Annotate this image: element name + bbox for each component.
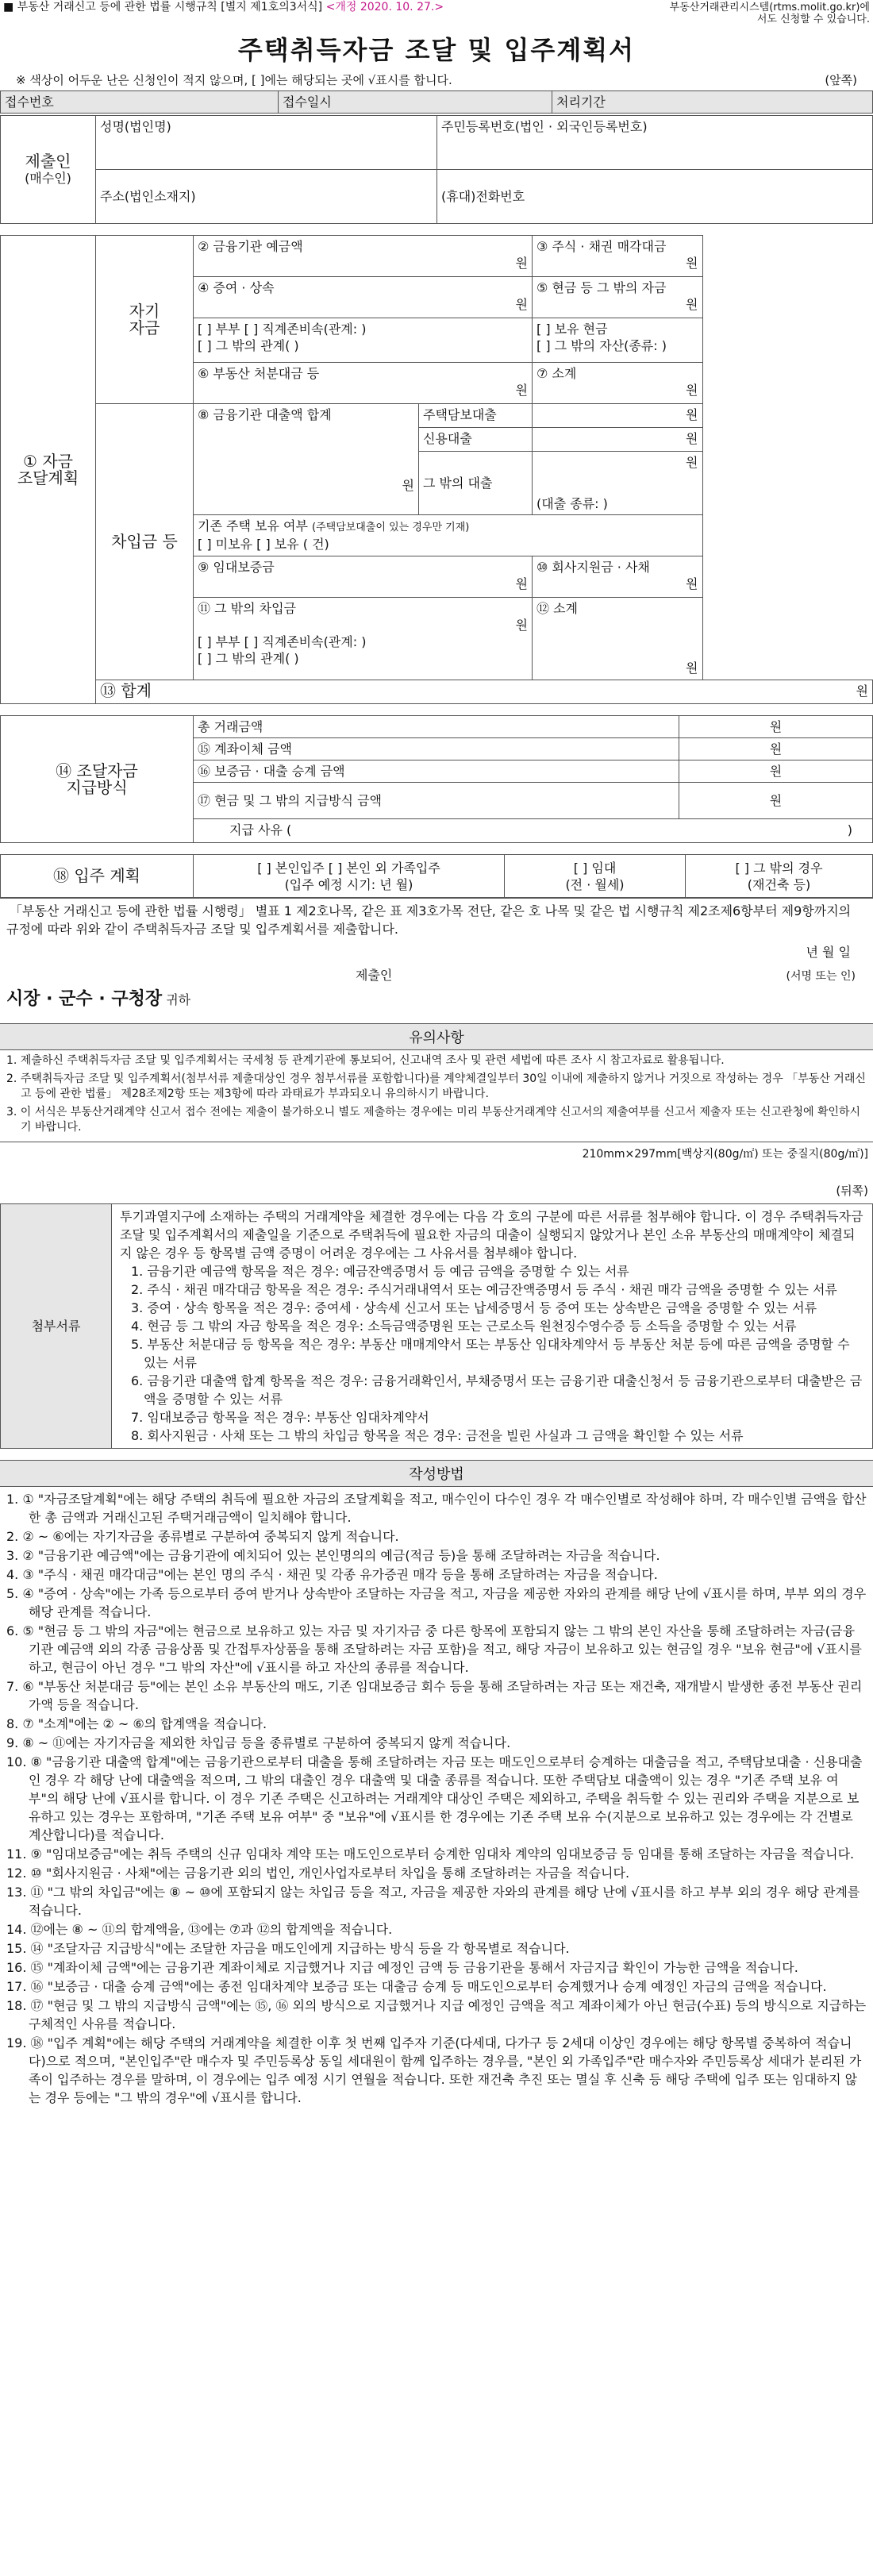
cash-type-option-1[interactable]: [ ] 보유 현금 xyxy=(536,322,608,337)
move-in-lease-sub: (전 · 월세) xyxy=(565,876,625,892)
cash-payment-field[interactable] xyxy=(679,783,873,819)
mortgage-label: 주택담보대출 xyxy=(423,407,497,422)
method-item: 11. ⑨ "임대보증금"에는 취득 주택의 신규 임대차 계약 또는 매도인으로부터 승계한 임대차 계약의 임대보증금 등 임대를 통해 조달하는 자금을 적습니다. xyxy=(6,1846,855,1862)
won-unit: 원 xyxy=(769,793,783,808)
recipient-title: 시장 · 군수 · 구청장 xyxy=(6,989,163,1009)
declaration-submitter-label: 제출인 xyxy=(356,968,393,983)
assumed-amount-label: ⑯ 보증금 · 대출 승계 금액 xyxy=(198,764,345,779)
cash-payment-label: ⑰ 현금 및 그 밖의 지급방식 금액 xyxy=(198,793,382,808)
won-unit: 원 xyxy=(686,576,698,591)
method-item: 14. ⑫에는 ⑧ ~ ⑪의 합계액을, ⑬에는 ⑦과 ⑫의 합계액을 적습니다. xyxy=(6,1922,393,1937)
attachment-item: 8. 회사지원금 · 사채 또는 그 밖의 차입금 항목을 적은 경우: 금전을 빌린 사실과 그 금액을 확인할 수 있는 서류 xyxy=(131,1428,744,1443)
other-borrowing-field[interactable] xyxy=(194,598,533,680)
name-label: 성명(법인명) xyxy=(100,119,171,134)
declaration-date[interactable]: 년 월 일 xyxy=(806,945,851,960)
move-in-other-sub: (재건축 등) xyxy=(747,876,811,892)
other-loan-amount-field[interactable] xyxy=(533,452,703,493)
attachments-body xyxy=(112,1204,873,1449)
transfer-amount-label: ⑮ 계좌이체 금액 xyxy=(198,741,292,757)
id-number-field[interactable] xyxy=(437,116,873,170)
id-number-label: 주민등록번호(법인 · 외국인등록번호) xyxy=(441,119,648,134)
lease-deposit-field[interactable] xyxy=(194,556,533,598)
total-price-field[interactable] xyxy=(679,716,873,738)
assumed-amount-label-cell xyxy=(194,760,679,783)
caution-list xyxy=(0,1050,873,1142)
won-unit: 원 xyxy=(856,683,868,699)
mortgage-label-cell xyxy=(419,404,533,428)
total-price-label: 총 거래금액 xyxy=(198,719,263,734)
processing-period-field xyxy=(552,91,873,114)
assumed-amount-field[interactable] xyxy=(679,760,873,783)
gift-relation-option-1[interactable]: [ ] 부부 [ ] 직계존비속(관계: ) xyxy=(198,322,367,337)
method-item: 7. ⑥ "부동산 처분대금 등"에는 본인 소유 부동산의 매도, 기존 임대보증금 회수 등을 통해 조달하려는 자금 또는 재건축, 재개발시 발생한 종전 부동산 권리가액 등을 적습니다. xyxy=(6,1679,863,1712)
deposit-field[interactable] xyxy=(194,236,533,277)
move-in-lease-option[interactable] xyxy=(505,855,686,898)
attachment-item: 6. 금융기관 대출액 합계 항목을 적은 경우: 금융거래확인서, 부채증명서 또는 금융기관 대출신청서 등 금융기관으로부터 대출받은 금액을 증명할 수 있는 서류 xyxy=(131,1373,863,1407)
gift-relation-checkboxes[interactable] xyxy=(194,318,533,363)
existing-house-label: 기존 주택 보유 여부 xyxy=(198,518,308,533)
method-item: 12. ⑩ "회사지원금 · 사채"에는 금융기관 외의 법인, 개인사업자로부터 차입을 통해 조달하려는 자금을 적습니다. xyxy=(6,1866,630,1881)
cash-other-label: ⑤ 현금 등 그 밖의 자금 xyxy=(536,280,667,295)
funding-plan-table xyxy=(0,235,873,704)
method-title: 작성방법 xyxy=(0,1460,873,1487)
attachment-item: 5. 부동산 처분대금 등 항목을 적은 경우: 부동산 매매계약서 또는 부동산 임대차계약서 등 부동산 처분 등에 따른 금액을 증명할 수 있는 서류 xyxy=(131,1337,850,1370)
won-unit: 원 xyxy=(515,383,528,398)
existing-house-note: (주택담보대출이 있는 경우만 기재) xyxy=(312,522,470,533)
law-reference: ■ 부동산 거래신고 등에 관한 법률 시행규칙 [별지 제1호의3서식] xyxy=(3,1,323,13)
company-support-label: ⑩ 회사지원금 · 사채 xyxy=(536,560,650,575)
won-unit: 원 xyxy=(402,478,414,493)
payment-method-label-line1: ⑭ 조달자금 xyxy=(56,760,138,780)
stock-sale-field[interactable] xyxy=(533,236,703,277)
receipt-date-field xyxy=(279,91,552,114)
attachment-item: 4. 현금 등 그 밖의 자금 항목을 적은 경우: 소득금액증명원 또는 근로소득 원천징수영수증 등 소득을 증명할 수 있는 서류 xyxy=(131,1319,797,1334)
method-item: 5. ④ "증여 · 상속"에는 가족 등으로부터 증여 받거나 상속받아 조달하는 자금을 적고, 자금을 제공한 자와의 관계를 해당 난에 √표시를 하며, 부부 외의 경우 해당 관계를 적습니다. xyxy=(6,1586,867,1619)
method-item: 13. ⑪ "그 밖의 차입금"에는 ⑧ ~ ⑩에 포함되지 않는 차입금 등을 적고, 자금을 제공한 자와의 관계를 해당 난에 √표시를 하고 부부 외의 경우 해당 관계를 적습니다. xyxy=(6,1885,860,1918)
payment-reason-close: ) xyxy=(847,822,852,837)
caution-title: 유의사항 xyxy=(0,1023,873,1050)
grand-total-field[interactable] xyxy=(96,680,873,704)
caution-item: 2. 주택취득자금 조달 및 입주계획서(첨부서류 제출대상인 경우 첨부서류를 포함합니다)를 계약체결일부터 30일 이내에 제출하지 않거나 거짓으로 작성하는 경우 「부동산 거래신고 등에 관한 법률」 제28조제2항 또는 제3항에 따라 과태료가 부과되오니 유의하시기 바랍니다. xyxy=(6,1072,866,1100)
move-in-lease-text: [ ] 임대 xyxy=(573,860,617,876)
other-loan-label: 그 밖의 대출 xyxy=(423,476,493,491)
online-notice-line1: 부동산거래관리시스템(rtms.molit.go.kr)에 xyxy=(669,2,870,13)
method-item: 4. ③ "주식 · 채권 매각대금"에는 본인 명의 주식 · 채권 및 각종 유가증권 매각 등을 통해 조달하려는 자금을 적습니다. xyxy=(6,1567,658,1582)
won-unit: 원 xyxy=(686,407,698,422)
lease-deposit-label: ⑨ 임대보증금 xyxy=(198,560,275,575)
gift-inheritance-label: ④ 증여 · 상속 xyxy=(198,280,275,295)
method-item: 10. ⑧ "금융기관 대출액 합계"에는 금융기관으로부터 대출을 통해 조달하려는 자금 또는 매도인으로부터 승계하는 대출금을 적고, 주택담보대출 · 신용대출인 경우 각 해당 난에 대출액을 적으며, 그 밖의 대출인 경우 대출액 및 대출 종류를 적습니다. 또한 주택담보 대출액이 있는 경우 "기존 주택 보유 여부"의 해당 난에 √표시를 합니다. 이 경우 기존 주택은 신고하려는 거래계약 대상인 주택은 제외하고, 주택을 취득할 수 있는 권리와 주택을 지분으로 보유하고 있는 경우는 포함하며, "기존 주택 보유 여부" 중 "보유"에 √표시를 한 경우에는 기존 주택 보유 수(지분으로 보유하고 있는 경우에는 각 건별로 계산합니다)를 적습니다. xyxy=(6,1754,863,1842)
form-title: 주택취득자금 조달 및 입주계획서 xyxy=(237,35,636,65)
method-item: 2. ② ~ ⑥에는 자기자금을 종류별로 구분하여 중복되지 않게 적습니다. xyxy=(6,1529,399,1544)
method-item: 6. ⑤ "현금 등 그 밖의 자금"에는 현금으로 보유하고 있는 자금 및 자기자금 중 다른 항목에 포함되지 않는 그 밖의 본인 자산을 통해 조달하려는 자금(금융기관 예금액 외의 각종 금융상품 및 간접투자상품을 통해 조달하려는 자금 포함)을 적고, 해당 자금이 보유하고 있는 현금일 경우 "보유 현금"에 √표시를 하고, 현금이 아닌 경우 "그 밖의 자산"에 √표시를 하고 자산의 종류를 적습니다. xyxy=(6,1623,862,1675)
submitter-sublabel: (매수인) xyxy=(25,170,71,186)
signature-field[interactable]: (서명 또는 인) xyxy=(786,970,856,983)
submitter-label-cell xyxy=(1,116,96,224)
attachment-item: 1. 금융기관 예금액 항목을 적은 경우: 예금잔액증명서 등 예금 금액을 증명할 수 있는 서류 xyxy=(131,1264,629,1279)
processing-period-label: 처리기간 xyxy=(556,94,606,110)
attachments-label: 첨부서류 xyxy=(1,1204,112,1449)
payment-method-label xyxy=(1,716,194,843)
caution-item: 3. 이 서식은 부동산거래계약 신고서 접수 전에는 제출이 불가하오니 별도 제출하는 경우에는 미리 부동산거래계약 신고서의 제출여부를 신고서 제출자 또는 신고관청에 확인하시기 바랍니다. xyxy=(6,1106,861,1134)
move-in-date-text: (입주 예정 시기: 년 월) xyxy=(284,876,413,892)
method-item: 18. ⑰ "현금 및 그 밖의 지급방식 금액"에는 ⑮, ⑯ 외의 방식으로 지급했거나 지급 예정인 금액을 적고 계좌이체가 아닌 현금(수표) 등의 방식으로 지급하는 구체적인 사유를 적습니다. xyxy=(6,1998,867,2031)
receipt-date-label: 접수일시 xyxy=(283,94,332,110)
other-borrowing-label: ⑪ 그 밖의 차입금 xyxy=(198,601,296,616)
cash-other-field[interactable] xyxy=(533,277,703,318)
move-in-self-option[interactable] xyxy=(194,855,505,898)
borrowing-subtotal-field[interactable] xyxy=(533,598,703,680)
method-section xyxy=(0,1460,873,2111)
gift-relation-option-2[interactable]: [ ] 그 밖의 관계( ) xyxy=(198,338,299,353)
back-side-label: (뒤쪽) xyxy=(836,1184,868,1198)
address-field[interactable] xyxy=(96,170,437,224)
property-sale-label: ⑥ 부동산 처분대금 등 xyxy=(198,366,320,381)
payment-reason-field[interactable] xyxy=(194,819,873,843)
own-funds-label xyxy=(96,236,194,404)
own-funds-label-line2: 자금 xyxy=(129,318,160,337)
phone-field[interactable] xyxy=(437,170,873,224)
method-item: 17. ⑯ "보증금 · 대출 승계 금액"에는 종전 임대차계약 보증금 또는 대출금 승계 등 매도인으로부터 승계했거나 승계 예정인 자금의 금액을 적습니다. xyxy=(6,1979,827,1994)
borrowing-subtotal-label: ⑫ 소계 xyxy=(536,601,578,616)
existing-house-field[interactable] xyxy=(194,515,703,556)
funding-plan-label-line1: ① 자금 xyxy=(23,451,73,471)
cash-type-checkboxes[interactable] xyxy=(533,318,703,363)
receipt-number-label: 접수번호 xyxy=(5,94,54,110)
caution-section xyxy=(0,1023,873,1165)
recipient-suffix: 귀하 xyxy=(166,992,191,1007)
credit-loan-label-cell xyxy=(419,428,533,452)
borrowing-relation-option-1[interactable]: [ ] 부부 [ ] 직계존비속(관계: ) xyxy=(198,634,367,649)
loan-type-label: (대출 종류: ) xyxy=(536,495,608,511)
own-funds-label-line1: 자기 xyxy=(129,301,160,321)
online-notice-line2: 서도 신청할 수 있습니다. xyxy=(756,13,870,25)
won-unit: 원 xyxy=(515,297,528,312)
loan-total-field[interactable] xyxy=(194,404,419,515)
amendment-link[interactable]: <개정 2020. 10. 27.> xyxy=(325,1,444,13)
transfer-amount-field[interactable] xyxy=(679,738,873,760)
gift-inheritance-field[interactable] xyxy=(194,277,533,318)
borrowing-relation-option-2[interactable]: [ ] 그 밖의 관계( ) xyxy=(198,651,299,666)
mortgage-amount-field[interactable] xyxy=(533,404,703,428)
phone-label: (휴대)전화번호 xyxy=(441,189,525,204)
address-label: 주소(법인소재지) xyxy=(100,189,196,204)
method-item: 9. ⑧ ~ ⑪에는 자기자금을 제외한 차입금 등을 종류별로 구분하여 중복되지 않게 적습니다. xyxy=(6,1735,511,1750)
form-notice: ※ 색상이 어두운 난은 신청인이 적지 않으며, [ ]에는 해당되는 곳에 √표시를 합니다. xyxy=(16,73,452,87)
won-unit: 원 xyxy=(686,383,698,398)
borrowing-label: 차입금 등 xyxy=(96,404,194,680)
submitter-table xyxy=(0,115,873,224)
won-unit: 원 xyxy=(686,297,698,312)
won-unit: 원 xyxy=(515,576,528,591)
won-unit: 원 xyxy=(515,256,528,271)
attachment-item: 7. 임대보증금 항목을 적은 경우: 부동산 임대차계약서 xyxy=(131,1410,429,1425)
transfer-amount-label-cell xyxy=(194,738,679,760)
method-item: 19. ⑱ "입주 계획"에는 해당 주택의 거래계약을 체결한 이후 첫 번째 입주자 기준(다세대, 다가구 등 2세대 이상인 경우에는 해당 항목별 중복하여 적습니다)으로 적으며, "본인입주"란 매수자 및 주민등록상 동일 세대원이 함께 입주하는 경우를, "본인 외 가족입주"란 매수자와 주민등록상 세대가 분리된 가족이 입주하는 경우를 말하며, 이 경우에는 입주 예정 시기 연월을 적습니다. 또한 재건축 추진 또는 멸실 후 신축 등 해당 주택에 입주 또는 임대하지 않는 경우 등에는 "그 밖의 경우"에 √표시를 합니다. xyxy=(6,2035,862,2105)
method-item: 8. ⑦ "소계"에는 ② ~ ⑥의 합계액을 적습니다. xyxy=(6,1716,267,1731)
name-field[interactable] xyxy=(96,116,437,170)
won-unit: 원 xyxy=(686,431,698,446)
won-unit: 원 xyxy=(769,741,783,757)
won-unit: 원 xyxy=(769,719,783,734)
move-in-other-text: [ ] 그 밖의 경우 xyxy=(735,860,823,876)
funding-plan-label-line2: 조달계획 xyxy=(17,468,79,487)
page-side-label: (앞쪽) xyxy=(825,73,857,87)
won-unit: 원 xyxy=(686,256,698,271)
method-item: 16. ⑮ "계좌이체 금액"에는 금융기관 계좌이체로 지급했거나 지급 예정인 금액 등 금융기관을 통해서 자금지급 확인이 가능한 금액을 적습니다. xyxy=(6,1960,798,1975)
won-unit: 원 xyxy=(686,455,698,470)
move-in-other-option[interactable] xyxy=(686,855,873,898)
method-item: 1. ① "자금조달계획"에는 해당 주택의 취득에 필요한 자금의 조달계획을 적고, 매수인이 다수인 경우 각 매수인별로 작성해야 하며, 각 매수인별 금액을 합산한 총 금액과 거래신고된 주택거래금액이 일치해야 합니다. xyxy=(6,1492,867,1525)
deposit-label: ② 금융기관 예금액 xyxy=(198,239,303,254)
attachment-item: 2. 주식 · 채권 매각대금 항목을 적은 경우: 주식거래내역서 또는 예금잔액증명서 등 주식 · 채권 매각 금액을 증명할 수 있는 서류 xyxy=(131,1282,837,1297)
credit-loan-label: 신용대출 xyxy=(423,431,472,446)
payment-method-label-line2: 지급방식 xyxy=(66,777,128,797)
declaration-text: 「부동산 거래신고 등에 관한 법률 시행령」 별표 1 제2호나목, 같은 표 제3호가목 전단, 같은 호 나목 및 같은 법 시행규칙 제2조제6항부터 제9항까지의 규정에 따라 위와 같이 주택취득자금 조달 및 입주계획서를 제출합니다. xyxy=(6,903,852,937)
own-subtotal-field[interactable] xyxy=(533,363,703,404)
move-in-self-text: [ ] 본인입주 [ ] 본인 외 가족입주 xyxy=(257,860,440,876)
credit-loan-amount-field[interactable] xyxy=(533,428,703,452)
method-list xyxy=(0,1487,873,2111)
other-loan-label-cell xyxy=(419,452,533,515)
paper-spec: 210mm×297mm[백상지(80g/㎡) 또는 중질지(80g/㎡)] xyxy=(0,1142,873,1165)
form-notice-row xyxy=(0,71,873,90)
move-in-label: ⑱ 입주 계획 xyxy=(1,855,194,898)
own-subtotal-label: ⑦ 소계 xyxy=(536,366,577,381)
total-price-label-cell xyxy=(194,716,679,738)
method-item: 3. ② "금융기관 예금액"에는 금융기관에 예치되어 있는 본인명의의 예금(적금 등)을 통해 조달하려는 자금을 적습니다. xyxy=(6,1548,660,1563)
cash-payment-label-cell xyxy=(194,783,679,819)
loan-type-field[interactable] xyxy=(533,493,703,515)
method-item: 15. ⑭ "조달자금 지급방식"에는 조달한 자금을 매도인에게 지급하는 방식 등을 각 항목별로 적습니다. xyxy=(6,1941,570,1956)
law-reference-bar xyxy=(0,0,873,27)
won-unit: 원 xyxy=(769,764,783,779)
funding-plan-label xyxy=(1,236,96,704)
property-sale-field[interactable] xyxy=(194,363,533,404)
attachment-item: 3. 증여 · 상속 항목을 적은 경우: 증여세 · 상속세 신고서 또는 납세증명서 등 증여 또는 상속받은 금액을 증명할 수 있는 서류 xyxy=(131,1300,817,1315)
declaration-block xyxy=(0,898,873,1012)
loan-total-label: ⑧ 금융기관 대출액 합계 xyxy=(198,407,332,422)
stock-sale-label: ③ 주식 · 채권 매각대금 xyxy=(536,239,667,254)
attachments-table xyxy=(0,1203,873,1449)
won-unit: 원 xyxy=(686,660,698,676)
online-notice xyxy=(670,2,870,27)
payment-reason-label: 지급 사유 ( xyxy=(229,822,292,837)
won-unit: 원 xyxy=(515,618,528,633)
grand-total-label: ⑬ 합계 xyxy=(100,681,152,700)
payment-method-table xyxy=(0,715,873,843)
existing-house-options[interactable]: [ ] 미보유 [ ] 보유 ( 건) xyxy=(198,537,329,552)
move-in-table xyxy=(0,854,873,898)
caution-item: 1. 제출하신 주택취득자금 조달 및 입주계획서는 국세청 등 관계기관에 통보되어, 신고내역 조사 및 관련 세법에 따른 조사 시 참고자료로 활용됩니다. xyxy=(6,1054,725,1067)
receipt-number-field xyxy=(1,91,279,114)
attachments-intro: 투기과열지구에 소재하는 주택의 거래계약을 체결한 경우에는 다음 각 호의 구분에 따른 서류를 첨부해야 합니다. 이 경우 주택취득자금 조달 및 입주계획서의 제출일을 기준으로 주택취득에 필요한 자금의 대출이 실행되지 않았거나 본인 소유 부동산의 매매계약이 체결되지 않은 경우 등 항목별 금액 증명이 어려운 경우에는 그 사유서를 첨부해야 합니다. xyxy=(120,1209,863,1261)
cash-type-option-2[interactable]: [ ] 그 밖의 자산(종류: ) xyxy=(536,338,667,353)
submitter-label: 제출인 xyxy=(25,151,71,171)
receipt-table xyxy=(0,90,873,114)
company-support-field[interactable] xyxy=(533,556,703,598)
